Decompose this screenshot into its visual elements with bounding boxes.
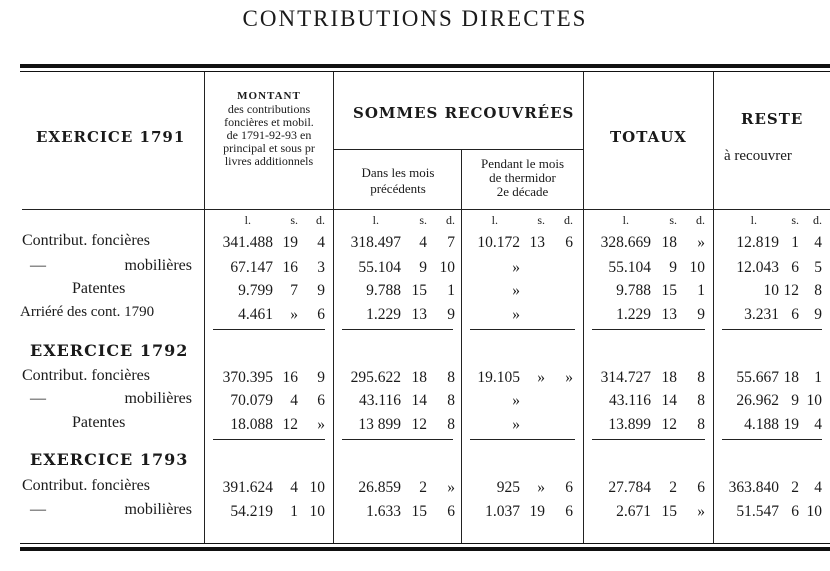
cell-livres: 341.488 bbox=[222, 234, 273, 251]
cell-deniers: 10 bbox=[689, 259, 705, 276]
cell-livres: 55.104 bbox=[608, 259, 651, 276]
cell-empty-mark: » bbox=[512, 259, 520, 276]
cell-deniers: 8 bbox=[447, 416, 455, 433]
cell-livres: 1.229 bbox=[366, 306, 401, 323]
cell-deniers: 10 bbox=[309, 479, 325, 496]
cell-sous: 12 bbox=[783, 282, 799, 299]
cell-deniers: 9 bbox=[317, 282, 325, 299]
top-rule-thin bbox=[20, 71, 830, 72]
cell-sous: 2 bbox=[669, 479, 677, 496]
cell-deniers: 1 bbox=[814, 369, 822, 386]
col-divider bbox=[713, 72, 714, 543]
cell-livres: 10.172 bbox=[477, 234, 520, 251]
section-title: EXERCICE 1793 bbox=[30, 450, 189, 469]
header-reste: RESTE bbox=[741, 110, 804, 128]
cell-deniers: 8 bbox=[697, 416, 705, 433]
header-thermidor bbox=[463, 157, 582, 199]
header-montant-line: des contributions bbox=[227, 102, 311, 116]
unit-deniers: d. bbox=[564, 213, 573, 227]
cell-livres: 55.104 bbox=[358, 259, 401, 276]
cell-livres: 925 bbox=[496, 479, 520, 496]
section-rule bbox=[722, 439, 822, 440]
row-label: Patentes bbox=[72, 280, 126, 297]
cell-deniers: » bbox=[697, 234, 705, 251]
cell-sous: 18 bbox=[661, 369, 677, 386]
cell-deniers: 10 bbox=[309, 503, 325, 520]
header-totaux: TOTAUX bbox=[610, 128, 687, 146]
header-thermidor-line: 2e décade bbox=[496, 184, 549, 199]
header-rule bbox=[22, 209, 830, 210]
header-mois-prec-line: Dans les mois bbox=[361, 165, 435, 180]
cell-sous: 15 bbox=[661, 503, 677, 520]
section-rule bbox=[213, 439, 325, 440]
cell-livres: 27.784 bbox=[608, 479, 651, 496]
row-label: Contribut. foncières bbox=[22, 367, 150, 384]
cell-sous: 6 bbox=[791, 306, 799, 323]
cell-sous: 12 bbox=[661, 416, 677, 433]
cell-livres: 67.147 bbox=[230, 259, 273, 276]
cell-sous: 12 bbox=[282, 416, 298, 433]
cell-deniers: 8 bbox=[814, 282, 822, 299]
row-label: — mobilières bbox=[30, 390, 192, 407]
cell-sous: 4 bbox=[290, 392, 298, 409]
row-label: Contribut. foncières bbox=[22, 477, 150, 494]
header-mois-prec-line: précédents bbox=[370, 181, 426, 196]
cell-sous: 15 bbox=[411, 282, 427, 299]
cell-livres: 10 bbox=[763, 282, 779, 299]
cell-empty-mark: » bbox=[512, 416, 520, 433]
cell-livres: 13.899 bbox=[608, 416, 651, 433]
header-thermidor-line: Pendant le mois bbox=[480, 156, 565, 171]
cell-livres: 54.219 bbox=[230, 503, 273, 520]
unit-sous: s. bbox=[290, 213, 298, 227]
cell-livres: 318.497 bbox=[350, 234, 401, 251]
cell-livres: 4.461 bbox=[238, 306, 273, 323]
cell-deniers: » bbox=[317, 416, 325, 433]
cell-deniers: 8 bbox=[697, 392, 705, 409]
cell-sous: » bbox=[290, 306, 298, 323]
cell-sous: 13 bbox=[661, 306, 677, 323]
cell-sous: 15 bbox=[411, 503, 427, 520]
cell-livres: 9.788 bbox=[616, 282, 651, 299]
cell-deniers: 8 bbox=[697, 369, 705, 386]
cell-livres: 391.624 bbox=[222, 479, 273, 496]
section-rule bbox=[592, 439, 705, 440]
cell-deniers: » bbox=[697, 503, 705, 520]
cell-sous: 18 bbox=[661, 234, 677, 251]
header-sommes: SOMMES RECOUVRÉES bbox=[353, 104, 575, 122]
cell-sous: 9 bbox=[791, 392, 799, 409]
cell-deniers: 7 bbox=[447, 234, 455, 251]
section-rule bbox=[592, 329, 705, 330]
cell-sous: 14 bbox=[661, 392, 677, 409]
cell-livres: 1.037 bbox=[485, 503, 520, 520]
cell-livres: 2.671 bbox=[616, 503, 651, 520]
section-rule bbox=[470, 439, 575, 440]
cell-sous: 18 bbox=[411, 369, 427, 386]
cell-sous: 9 bbox=[669, 259, 677, 276]
cell-livres: 19.105 bbox=[477, 369, 520, 386]
cell-deniers: 4 bbox=[317, 234, 325, 251]
unit-livres: l. bbox=[750, 213, 757, 227]
unit-livres: l. bbox=[244, 213, 251, 227]
cell-livres: 1.229 bbox=[616, 306, 651, 323]
cell-sous: 15 bbox=[661, 282, 677, 299]
cell-livres: 26.859 bbox=[358, 479, 401, 496]
section-title: EXERCICE 1792 bbox=[30, 341, 189, 360]
cell-empty-mark: » bbox=[512, 392, 520, 409]
cell-sous: 19 bbox=[783, 416, 799, 433]
cell-deniers: 6 bbox=[565, 234, 573, 251]
cell-sous: 4 bbox=[419, 234, 427, 251]
cell-deniers: 6 bbox=[565, 479, 573, 496]
unit-deniers: d. bbox=[316, 213, 325, 227]
header-sommes-underline bbox=[334, 149, 583, 150]
cell-deniers: 9 bbox=[317, 369, 325, 386]
cell-deniers: 3 bbox=[317, 259, 325, 276]
cell-deniers: 6 bbox=[697, 479, 705, 496]
cell-sous: 4 bbox=[290, 479, 298, 496]
bottom-rule-thick bbox=[20, 547, 830, 551]
cell-deniers: 10 bbox=[806, 503, 822, 520]
cell-sous: 19 bbox=[529, 503, 545, 520]
section-rule bbox=[342, 439, 453, 440]
header-mois-prec bbox=[336, 165, 460, 197]
cell-livres: 363.840 bbox=[728, 479, 779, 496]
cell-sous: 16 bbox=[282, 259, 298, 276]
unit-sous: s. bbox=[669, 213, 677, 227]
cell-deniers: 9 bbox=[697, 306, 705, 323]
cell-sous: » bbox=[537, 479, 545, 496]
row-label: — mobilières bbox=[30, 501, 192, 518]
cell-livres: 1.633 bbox=[366, 503, 401, 520]
row-label: Contribut. foncières bbox=[22, 232, 150, 249]
cell-livres: 70.079 bbox=[230, 392, 273, 409]
col-divider bbox=[583, 72, 584, 543]
cell-sous: 6 bbox=[791, 259, 799, 276]
unit-livres: l. bbox=[491, 213, 498, 227]
cell-deniers: 6 bbox=[317, 306, 325, 323]
cell-sous: 13 bbox=[411, 306, 427, 323]
cell-sous: 2 bbox=[419, 479, 427, 496]
cell-livres: 328.669 bbox=[600, 234, 651, 251]
cell-deniers: 6 bbox=[565, 503, 573, 520]
cell-deniers: 10 bbox=[806, 392, 822, 409]
header-montant-line: MONTANT bbox=[237, 90, 301, 102]
cell-deniers: 9 bbox=[814, 306, 822, 323]
cell-deniers: 6 bbox=[447, 503, 455, 520]
unit-deniers: d. bbox=[446, 213, 455, 227]
unit-sous: s. bbox=[791, 213, 799, 227]
cell-deniers: 4 bbox=[814, 416, 822, 433]
row-label: Patentes bbox=[72, 414, 126, 431]
cell-livres: 13 899 bbox=[358, 416, 401, 433]
cell-livres: 370.395 bbox=[222, 369, 273, 386]
unit-sous: s. bbox=[419, 213, 427, 227]
cell-livres: 12.819 bbox=[736, 234, 779, 251]
cell-deniers: 8 bbox=[447, 392, 455, 409]
cell-sous: 13 bbox=[529, 234, 545, 251]
page-title: CONTRIBUTIONS DIRECTES bbox=[242, 6, 588, 31]
cell-sous: 14 bbox=[411, 392, 427, 409]
header-montant-line: principal et sous pr bbox=[223, 141, 315, 155]
cell-deniers: 10 bbox=[439, 259, 455, 276]
section-rule bbox=[342, 329, 453, 330]
unit-livres: l. bbox=[372, 213, 379, 227]
header-reste-sub: à recouvrer bbox=[724, 148, 792, 164]
col-divider bbox=[204, 72, 205, 543]
cell-deniers: » bbox=[565, 369, 573, 386]
cell-deniers: 1 bbox=[697, 282, 705, 299]
cell-livres: 4.188 bbox=[744, 416, 779, 433]
cell-empty-mark: » bbox=[512, 306, 520, 323]
cell-livres: 43.116 bbox=[608, 392, 651, 409]
unit-sous: s. bbox=[537, 213, 545, 227]
cell-sous: 2 bbox=[791, 479, 799, 496]
header-montant-line: livres additionnels bbox=[224, 154, 314, 168]
cell-sous: » bbox=[537, 369, 545, 386]
cell-livres: 9.799 bbox=[238, 282, 273, 299]
unit-deniers: d. bbox=[696, 213, 705, 227]
cell-livres: 18.088 bbox=[230, 416, 273, 433]
cell-livres: 43.116 bbox=[358, 392, 401, 409]
row-label: — mobilières bbox=[30, 257, 192, 274]
cell-deniers: » bbox=[447, 479, 455, 496]
cell-livres: 3.231 bbox=[744, 306, 779, 323]
cell-sous: 1 bbox=[791, 234, 799, 251]
header-montant-line: de 1791-92-93 en bbox=[226, 128, 312, 142]
cell-sous: 19 bbox=[282, 234, 298, 251]
section-rule bbox=[722, 329, 822, 330]
header-montant bbox=[206, 90, 332, 168]
cell-livres: 314.727 bbox=[600, 369, 651, 386]
cell-deniers: 1 bbox=[447, 282, 455, 299]
row-label: Arriéré des cont. 1790 bbox=[20, 304, 155, 320]
col-divider bbox=[333, 72, 334, 543]
cell-sous: 18 bbox=[783, 369, 799, 386]
header-montant-line: foncières et mobil. bbox=[224, 115, 314, 129]
cell-deniers: 9 bbox=[447, 306, 455, 323]
cell-deniers: 4 bbox=[814, 479, 822, 496]
cell-sous: 6 bbox=[791, 503, 799, 520]
unit-deniers: d. bbox=[813, 213, 822, 227]
unit-livres: l. bbox=[622, 213, 629, 227]
cell-livres: 51.547 bbox=[736, 503, 779, 520]
cell-livres: 295.622 bbox=[350, 369, 401, 386]
cell-sous: 12 bbox=[411, 416, 427, 433]
cell-deniers: 5 bbox=[814, 259, 822, 276]
cell-livres: 9.788 bbox=[366, 282, 401, 299]
section-rule bbox=[470, 329, 575, 330]
cell-sous: 1 bbox=[290, 503, 298, 520]
cell-deniers: 8 bbox=[447, 369, 455, 386]
header-exercice: EXERCICE 1791 bbox=[36, 128, 186, 146]
section-rule bbox=[213, 329, 325, 330]
cell-sous: 7 bbox=[290, 282, 298, 299]
top-rule-thick bbox=[20, 64, 830, 68]
cell-sous: 16 bbox=[282, 369, 298, 386]
cell-livres: 12.043 bbox=[736, 259, 779, 276]
cell-empty-mark: » bbox=[512, 282, 520, 299]
header-thermidor-line: de thermidor bbox=[489, 170, 556, 185]
bottom-rule-thin bbox=[20, 543, 830, 544]
cell-livres: 55.667 bbox=[736, 369, 779, 386]
cell-livres: 26.962 bbox=[736, 392, 779, 409]
cell-sous: 9 bbox=[419, 259, 427, 276]
cell-deniers: 4 bbox=[814, 234, 822, 251]
cell-deniers: 6 bbox=[317, 392, 325, 409]
